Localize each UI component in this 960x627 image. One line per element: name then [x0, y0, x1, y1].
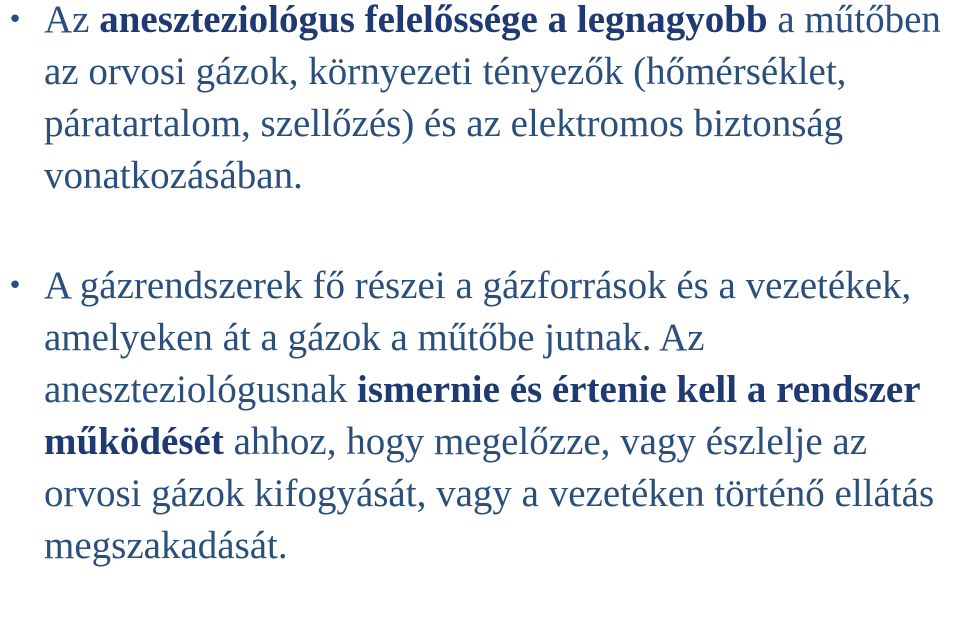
bullet-2-text-rest: ahhoz, hogy megelőzze, vagy észlelje az orvosi gázok kifogyását, vagy a vezetéken történő ellátás megszakadását.: [44, 420, 935, 567]
bullet-1-text-intro: Az: [44, 0, 100, 41]
bullet-item-gas-systems: [0, 260, 960, 572]
bullet-dot-icon: •: [7, 5, 23, 35]
bullet-1-text-emphasis: aneszteziológus felelőssége a legnagyobb: [99, 0, 768, 41]
bullet-item-responsibility: [0, 0, 960, 202]
bullet-1-text-rest: a műtőben az orvosi gázok, környezeti tényezők (hőmérséklet, páratartalom, szellőzés) és az elektromos biztonság vonatkozásában.: [44, 0, 941, 197]
bullet-2-text-emphasis: ismernie és értenie kell a rendszer működését: [44, 368, 920, 463]
bullet-2-text-intro: A gázrendszerek fő részei a gázforrások és a vezetékek, amelyeken át a gázok a műtőbe jutnak. Az aneszteziológusnak: [44, 264, 912, 411]
bullet-dot-icon: •: [7, 271, 23, 301]
